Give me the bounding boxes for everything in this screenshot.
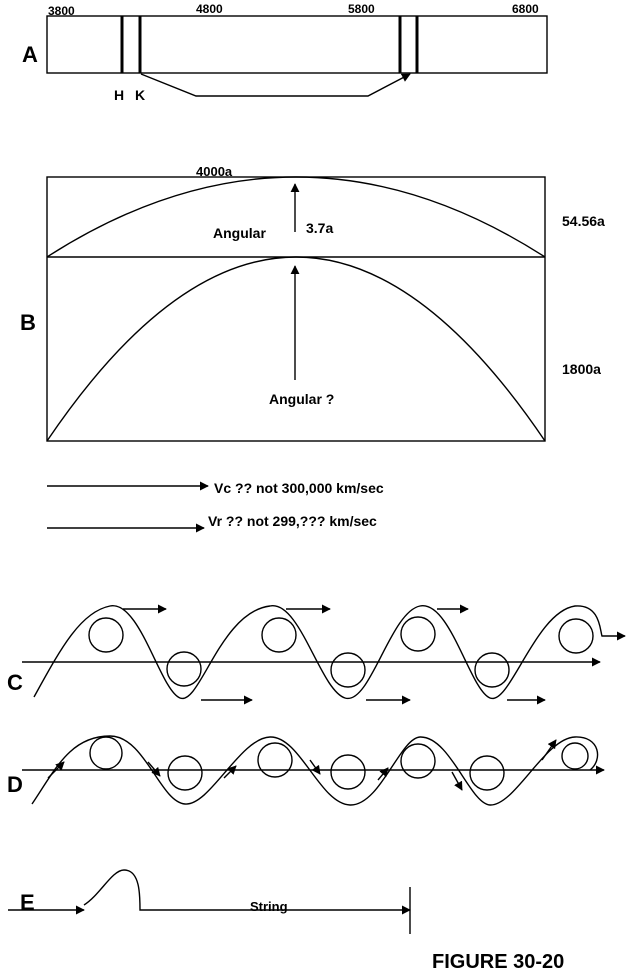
small-arrow-label: 3.7a xyxy=(306,220,334,236)
scale-tick-5800: 5800 xyxy=(348,2,375,16)
string-label: String xyxy=(250,899,288,914)
lower-arc xyxy=(47,257,545,441)
scale-tick-3800: 3800 xyxy=(48,4,75,18)
particle-d2 xyxy=(168,756,202,790)
path-arrow-7 xyxy=(542,740,556,760)
panel-e xyxy=(8,870,410,934)
figure-title: FIGURE 30-20 xyxy=(432,951,565,973)
velocity-arrows xyxy=(47,480,384,529)
panel-c xyxy=(7,606,625,700)
particle-d3 xyxy=(258,743,292,777)
label-k: K xyxy=(135,87,146,103)
panel-b-letter: B xyxy=(20,310,36,335)
scale-tick-4800: 4800 xyxy=(196,2,223,16)
panel-a xyxy=(22,2,547,103)
label-h: H xyxy=(114,87,125,103)
scale-tick-6800: 6800 xyxy=(512,2,539,16)
path-arrow-6 xyxy=(452,772,462,790)
panel-d-letter: D xyxy=(7,772,23,797)
particle-c7 xyxy=(559,619,593,653)
vc-label: Vc ?? not 300,000 km/sec xyxy=(214,480,384,496)
upper-side-label: 54.56a xyxy=(562,213,605,229)
lower-angular-label: Angular ? xyxy=(269,391,335,407)
panel-c-letter: C xyxy=(7,670,23,695)
particle-d4 xyxy=(331,755,365,789)
upper-arc xyxy=(47,177,545,257)
particle-d7 xyxy=(562,743,588,769)
string-line xyxy=(84,870,410,910)
upper-angular-label: Angular xyxy=(213,225,266,241)
vr-label: Vr ?? not 299,??? km/sec xyxy=(208,513,377,529)
particle-c1 xyxy=(89,618,123,652)
panel-e-letter: E xyxy=(20,890,35,915)
panel-a-letter: A xyxy=(22,42,38,67)
particle-c3 xyxy=(262,618,296,652)
panel-b xyxy=(20,164,605,441)
particle-d6 xyxy=(470,756,504,790)
shift-arrow xyxy=(141,74,410,96)
panel-d xyxy=(7,736,604,805)
lower-side-label: 1800a xyxy=(562,361,601,377)
particle-d5 xyxy=(401,744,435,778)
particle-c2 xyxy=(167,652,201,686)
particle-d1 xyxy=(90,737,122,769)
panel-c-wave xyxy=(34,606,625,699)
top-arc-label: 4000a xyxy=(196,164,233,179)
particle-c5 xyxy=(401,617,435,651)
particle-c4 xyxy=(331,653,365,687)
particle-c6 xyxy=(475,653,509,687)
